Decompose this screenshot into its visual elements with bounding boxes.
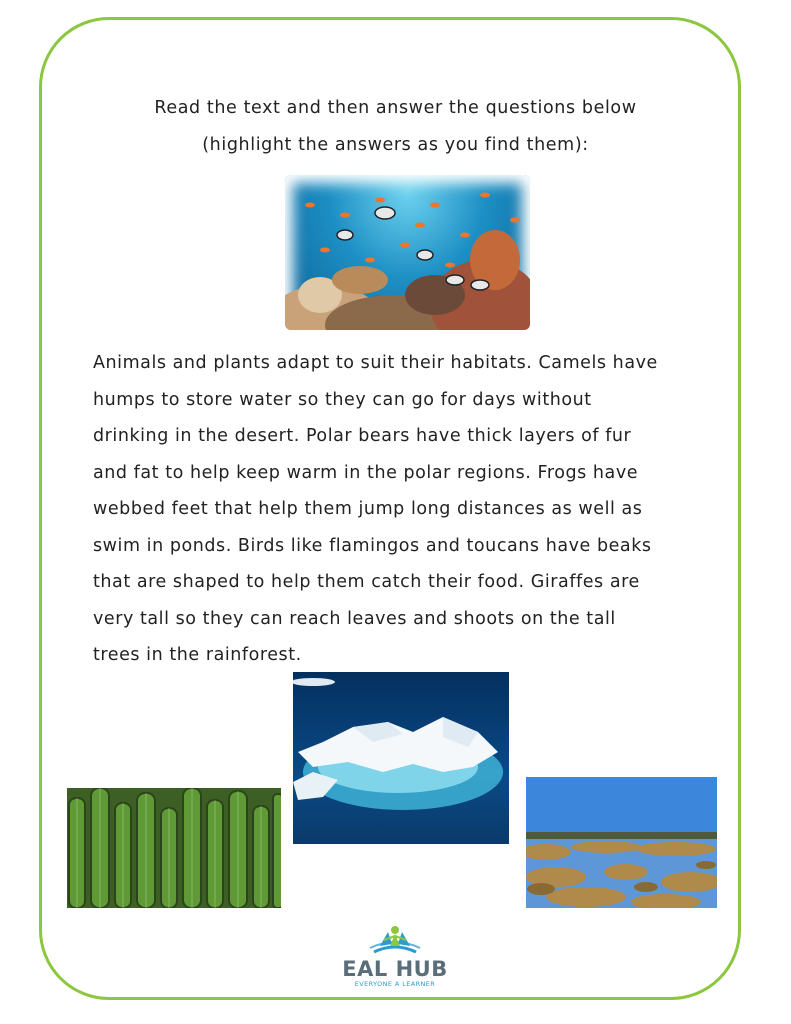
instruction-line-2: (highlight the answers as you find them): xyxy=(202,135,589,155)
passage-line: trees in the rainforest. xyxy=(93,645,302,665)
wetland-image xyxy=(526,777,717,908)
instruction-line-1: Read the text and then answer the questions below xyxy=(154,98,637,118)
eal-hub-logo xyxy=(340,922,450,992)
coral-reef-image xyxy=(285,175,530,330)
reading-passage xyxy=(93,345,703,674)
passage-line: swim in ponds. Birds like flamingos and toucans have beaks xyxy=(93,535,652,556)
iceberg-image xyxy=(293,672,509,844)
logo-title: EAL HUB xyxy=(342,957,448,981)
passage-line: very tall so they can reach leaves and shoots on the tall xyxy=(93,608,616,629)
logo-subtitle: EVERYONE A LEARNER xyxy=(354,980,436,988)
cactus-image xyxy=(67,788,281,908)
passage-line: webbed feet that help them jump long distances as well as xyxy=(93,499,643,519)
passage-line: humps to store water so they can go for days without xyxy=(93,389,592,410)
passage-line: Animals and plants adapt to suit their habitats. Camels have xyxy=(93,353,658,373)
passage-line: that are shaped to help them catch their food. Giraffes are xyxy=(93,572,640,592)
logo-emblem-icon xyxy=(340,922,450,956)
passage-line: and fat to help keep warm in the polar regions. Frogs have xyxy=(93,462,639,483)
passage-line: drinking in the desert. Polar bears have thick layers of fur xyxy=(93,426,632,446)
